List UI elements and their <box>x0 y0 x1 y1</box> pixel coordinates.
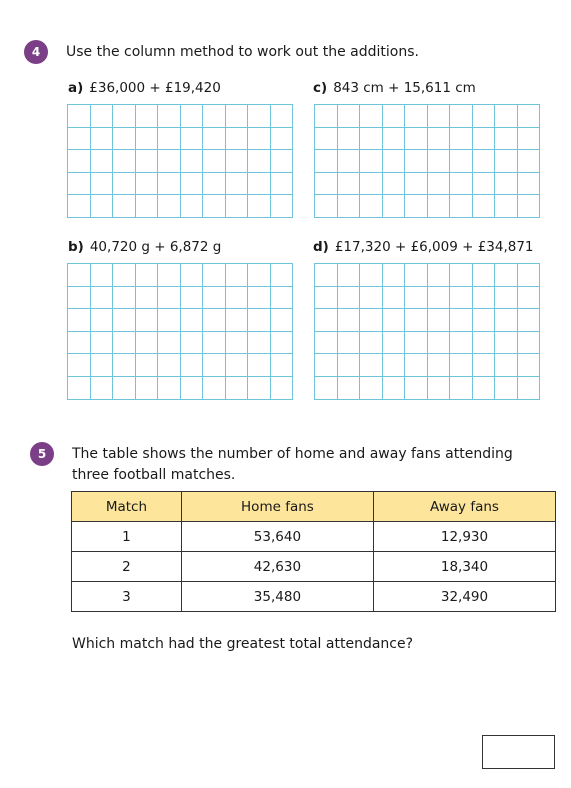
grid-cell[interactable] <box>181 150 204 173</box>
part-b-expression: 40,720 g + 6,872 g <box>89 239 222 255</box>
grid-cell[interactable] <box>450 287 473 310</box>
grid-cell[interactable] <box>68 264 91 287</box>
grid-cell[interactable] <box>315 287 338 310</box>
grid-cell[interactable] <box>383 377 406 400</box>
grid-cell[interactable] <box>518 105 541 128</box>
grid-cell[interactable] <box>136 150 159 173</box>
grid-cell[interactable] <box>271 377 294 400</box>
grid-cell[interactable] <box>248 287 271 310</box>
grid-cell[interactable] <box>315 105 338 128</box>
grid-cell[interactable] <box>428 173 451 196</box>
grid-cell[interactable] <box>68 332 91 355</box>
grid-cell[interactable] <box>203 354 226 377</box>
grid-cell[interactable] <box>91 377 114 400</box>
grid-cell[interactable] <box>181 377 204 400</box>
grid-cell[interactable] <box>158 173 181 196</box>
header-match: Match <box>72 492 182 522</box>
grid-cell[interactable] <box>495 332 518 355</box>
part-c-letter: c) <box>313 80 328 96</box>
grid-cell[interactable] <box>338 309 361 332</box>
grid-cell[interactable] <box>271 264 294 287</box>
grid-cell[interactable] <box>405 195 428 218</box>
grid-cell[interactable] <box>338 105 361 128</box>
grid-cell[interactable] <box>68 105 91 128</box>
part-c-label <box>313 80 476 96</box>
part-d-grid[interactable] <box>314 263 540 400</box>
grid-cell[interactable] <box>428 195 451 218</box>
grid-cell[interactable] <box>495 354 518 377</box>
grid-cell[interactable] <box>203 150 226 173</box>
grid-cell[interactable] <box>113 377 136 400</box>
grid-cell[interactable] <box>428 150 451 173</box>
header-home-fans: Home fans <box>181 492 373 522</box>
grid-cell[interactable] <box>226 377 249 400</box>
grid-cell[interactable] <box>113 264 136 287</box>
question-5-prompt: Which match had the greatest total attendance? <box>72 636 414 652</box>
grid-cell[interactable] <box>473 128 496 151</box>
grid-cell[interactable] <box>68 309 91 332</box>
grid-cell[interactable] <box>473 309 496 332</box>
grid-cell[interactable] <box>338 354 361 377</box>
grid-cell[interactable] <box>226 195 249 218</box>
grid-cell[interactable] <box>518 173 541 196</box>
grid-cell[interactable] <box>360 173 383 196</box>
grid-cell[interactable] <box>158 354 181 377</box>
grid-cell[interactable] <box>136 195 159 218</box>
grid-cell[interactable] <box>450 173 473 196</box>
grid-cell[interactable] <box>315 128 338 151</box>
grid-cell[interactable] <box>271 309 294 332</box>
grid-cell[interactable] <box>360 128 383 151</box>
grid-cell[interactable] <box>136 105 159 128</box>
part-d-label <box>313 239 534 255</box>
grid-cell[interactable] <box>113 332 136 355</box>
grid-cell[interactable] <box>338 173 361 196</box>
grid-cell[interactable] <box>248 173 271 196</box>
grid-cell[interactable] <box>338 332 361 355</box>
grid-cell[interactable] <box>428 105 451 128</box>
grid-cell[interactable] <box>68 195 91 218</box>
grid-cell[interactable] <box>450 332 473 355</box>
grid-cell[interactable] <box>158 309 181 332</box>
grid-cell[interactable] <box>383 332 406 355</box>
grid-cell[interactable] <box>405 264 428 287</box>
grid-cell[interactable] <box>68 377 91 400</box>
grid-cell[interactable] <box>113 195 136 218</box>
grid-cell[interactable] <box>473 150 496 173</box>
grid-cell[interactable] <box>248 332 271 355</box>
grid-cell[interactable] <box>450 128 473 151</box>
grid-cell[interactable] <box>226 128 249 151</box>
grid-cell[interactable] <box>338 377 361 400</box>
grid-cell[interactable] <box>473 195 496 218</box>
grid-cell[interactable] <box>226 354 249 377</box>
grid-cell[interactable] <box>450 377 473 400</box>
part-a-grid[interactable] <box>67 104 293 218</box>
grid-cell[interactable] <box>518 332 541 355</box>
grid-cell[interactable] <box>248 309 271 332</box>
grid-cell[interactable] <box>315 309 338 332</box>
part-a-expression: £36,000 + £19,420 <box>89 80 221 96</box>
grid-cell[interactable] <box>113 354 136 377</box>
grid-cell[interactable] <box>473 173 496 196</box>
grid-cell[interactable] <box>518 150 541 173</box>
grid-cell[interactable] <box>91 173 114 196</box>
grid-cell[interactable] <box>113 128 136 151</box>
grid-cell[interactable] <box>450 150 473 173</box>
grid-cell[interactable] <box>338 195 361 218</box>
grid-cell[interactable] <box>91 287 114 310</box>
fans-table <box>71 491 556 612</box>
grid-cell[interactable] <box>405 173 428 196</box>
grid-cell[interactable] <box>136 332 159 355</box>
grid-cell[interactable] <box>338 150 361 173</box>
grid-cell[interactable] <box>271 287 294 310</box>
grid-cell[interactable] <box>518 264 541 287</box>
grid-cell[interactable] <box>136 287 159 310</box>
grid-cell[interactable] <box>428 287 451 310</box>
grid-cell[interactable] <box>495 264 518 287</box>
grid-cell[interactable] <box>91 105 114 128</box>
table-cell-home: 42,630 <box>181 552 373 582</box>
grid-cell[interactable] <box>91 309 114 332</box>
grid-cell[interactable] <box>91 195 114 218</box>
table-cell-home: 53,640 <box>181 522 373 552</box>
part-d-expression: £17,320 + £6,009 + £34,871 <box>334 239 534 255</box>
grid-cell[interactable] <box>495 150 518 173</box>
question-5-text-line2: three football matches. <box>72 467 236 483</box>
grid-cell[interactable] <box>271 128 294 151</box>
grid-cell[interactable] <box>158 264 181 287</box>
grid-cell[interactable] <box>473 377 496 400</box>
grid-cell[interactable] <box>113 309 136 332</box>
grid-cell[interactable] <box>360 195 383 218</box>
grid-cell[interactable] <box>315 354 338 377</box>
grid-cell[interactable] <box>158 332 181 355</box>
grid-cell[interactable] <box>315 264 338 287</box>
grid-cell[interactable] <box>360 377 383 400</box>
grid-cell[interactable] <box>495 173 518 196</box>
grid-cell[interactable] <box>181 173 204 196</box>
question-5-text <box>72 444 513 486</box>
grid-cell[interactable] <box>360 354 383 377</box>
grid-cell[interactable] <box>473 287 496 310</box>
grid-cell[interactable] <box>203 105 226 128</box>
grid-cell[interactable] <box>68 173 91 196</box>
grid-cell[interactable] <box>91 332 114 355</box>
grid-cell[interactable] <box>203 309 226 332</box>
grid-cell[interactable] <box>226 332 249 355</box>
grid-cell[interactable] <box>158 377 181 400</box>
grid-cell[interactable] <box>68 128 91 151</box>
grid-cell[interactable] <box>315 377 338 400</box>
grid-cell[interactable] <box>360 150 383 173</box>
grid-cell[interactable] <box>473 264 496 287</box>
grid-cell[interactable] <box>383 105 406 128</box>
grid-cell[interactable] <box>248 264 271 287</box>
grid-cell[interactable] <box>495 195 518 218</box>
part-b-label <box>68 239 221 255</box>
grid-cell[interactable] <box>271 195 294 218</box>
grid-cell[interactable] <box>495 105 518 128</box>
table-cell-match: 2 <box>72 552 182 582</box>
grid-cell[interactable] <box>181 105 204 128</box>
grid-cell[interactable] <box>315 173 338 196</box>
grid-cell[interactable] <box>518 287 541 310</box>
grid-cell[interactable] <box>450 309 473 332</box>
part-c-grid[interactable] <box>314 104 540 218</box>
question-5-badge: 5 <box>30 442 54 466</box>
grid-cell[interactable] <box>91 264 114 287</box>
grid-cell[interactable] <box>405 150 428 173</box>
grid-cell[interactable] <box>113 150 136 173</box>
grid-cell[interactable] <box>136 264 159 287</box>
grid-cell[interactable] <box>203 332 226 355</box>
grid-cell[interactable] <box>113 173 136 196</box>
grid-cell[interactable] <box>338 287 361 310</box>
grid-cell[interactable] <box>203 195 226 218</box>
grid-cell[interactable] <box>181 309 204 332</box>
grid-cell[interactable] <box>405 309 428 332</box>
grid-cell[interactable] <box>136 128 159 151</box>
grid-cell[interactable] <box>113 287 136 310</box>
grid-cell[interactable] <box>158 105 181 128</box>
grid-cell[interactable] <box>360 264 383 287</box>
grid-cell[interactable] <box>428 309 451 332</box>
grid-cell[interactable] <box>405 105 428 128</box>
table-cell-away: 18,340 <box>373 552 555 582</box>
grid-cell[interactable] <box>428 264 451 287</box>
grid-cell[interactable] <box>405 377 428 400</box>
grid-cell[interactable] <box>518 128 541 151</box>
grid-cell[interactable] <box>226 150 249 173</box>
grid-cell[interactable] <box>450 264 473 287</box>
grid-cell[interactable] <box>226 309 249 332</box>
table-row <box>72 582 556 612</box>
grid-cell[interactable] <box>428 332 451 355</box>
grid-cell[interactable] <box>136 309 159 332</box>
grid-cell[interactable] <box>248 195 271 218</box>
table-cell-away: 12,930 <box>373 522 555 552</box>
grid-cell[interactable] <box>338 264 361 287</box>
grid-cell[interactable] <box>203 287 226 310</box>
grid-cell[interactable] <box>450 195 473 218</box>
grid-cell[interactable] <box>248 377 271 400</box>
grid-cell[interactable] <box>360 105 383 128</box>
grid-cell[interactable] <box>428 128 451 151</box>
question-5-text-line1: The table shows the number of home and away fans attending <box>72 446 513 462</box>
grid-cell[interactable] <box>360 332 383 355</box>
grid-cell[interactable] <box>91 150 114 173</box>
part-a-label <box>68 80 221 96</box>
grid-cell[interactable] <box>181 354 204 377</box>
grid-cell[interactable] <box>91 128 114 151</box>
grid-cell[interactable] <box>181 332 204 355</box>
grid-cell[interactable] <box>136 354 159 377</box>
grid-cell[interactable] <box>428 377 451 400</box>
grid-cell[interactable] <box>158 195 181 218</box>
grid-cell[interactable] <box>518 309 541 332</box>
grid-cell[interactable] <box>226 287 249 310</box>
grid-cell[interactable] <box>383 264 406 287</box>
grid-cell[interactable] <box>158 287 181 310</box>
grid-cell[interactable] <box>271 150 294 173</box>
grid-cell[interactable] <box>405 354 428 377</box>
grid-cell[interactable] <box>383 309 406 332</box>
grid-cell[interactable] <box>428 354 451 377</box>
grid-cell[interactable] <box>405 128 428 151</box>
grid-cell[interactable] <box>68 150 91 173</box>
grid-cell[interactable] <box>473 105 496 128</box>
part-d-letter: d) <box>313 239 329 255</box>
grid-cell[interactable] <box>450 354 473 377</box>
grid-cell[interactable] <box>248 150 271 173</box>
grid-cell[interactable] <box>203 128 226 151</box>
grid-cell[interactable] <box>383 150 406 173</box>
part-c-expression: 843 cm + 15,611 cm <box>333 80 476 96</box>
grid-cell[interactable] <box>271 332 294 355</box>
grid-cell[interactable] <box>271 354 294 377</box>
part-a-letter: a) <box>68 80 84 96</box>
grid-cell[interactable] <box>181 287 204 310</box>
grid-cell[interactable] <box>450 105 473 128</box>
grid-cell[interactable] <box>248 105 271 128</box>
grid-cell[interactable] <box>495 128 518 151</box>
table-cell-away: 32,490 <box>373 582 555 612</box>
grid-cell[interactable] <box>226 173 249 196</box>
grid-cell[interactable] <box>315 332 338 355</box>
grid-cell[interactable] <box>68 354 91 377</box>
table-row <box>72 522 556 552</box>
grid-cell[interactable] <box>203 264 226 287</box>
grid-cell[interactable] <box>473 354 496 377</box>
grid-cell[interactable] <box>113 105 136 128</box>
table-cell-match: 3 <box>72 582 182 612</box>
grid-cell[interactable] <box>136 173 159 196</box>
table-row <box>72 552 556 582</box>
grid-cell[interactable] <box>495 309 518 332</box>
grid-cell[interactable] <box>203 173 226 196</box>
part-b-letter: b) <box>68 239 84 255</box>
grid-cell[interactable] <box>315 150 338 173</box>
question-4-text: Use the column method to work out the additions. <box>66 44 419 60</box>
grid-cell[interactable] <box>360 309 383 332</box>
grid-cell[interactable] <box>383 173 406 196</box>
grid-cell[interactable] <box>495 287 518 310</box>
table-cell-match: 1 <box>72 522 182 552</box>
table-header-row <box>72 492 556 522</box>
grid-cell[interactable] <box>226 105 249 128</box>
grid-cell[interactable] <box>495 377 518 400</box>
grid-cell[interactable] <box>518 195 541 218</box>
grid-cell[interactable] <box>248 128 271 151</box>
grid-cell[interactable] <box>315 195 338 218</box>
grid-cell[interactable] <box>181 264 204 287</box>
grid-cell[interactable] <box>181 195 204 218</box>
answer-box[interactable] <box>482 735 555 769</box>
grid-cell[interactable] <box>383 195 406 218</box>
grid-cell[interactable] <box>68 287 91 310</box>
grid-cell[interactable] <box>158 128 181 151</box>
part-b-grid[interactable] <box>67 263 293 400</box>
question-4-badge: 4 <box>24 40 48 64</box>
grid-cell[interactable] <box>271 105 294 128</box>
grid-cell[interactable] <box>226 264 249 287</box>
grid-cell[interactable] <box>271 173 294 196</box>
grid-cell[interactable] <box>248 354 271 377</box>
grid-cell[interactable] <box>136 377 159 400</box>
grid-cell[interactable] <box>360 287 383 310</box>
grid-cell[interactable] <box>91 354 114 377</box>
grid-cell[interactable] <box>405 287 428 310</box>
grid-cell[interactable] <box>158 150 181 173</box>
header-away-fans: Away fans <box>373 492 555 522</box>
grid-cell[interactable] <box>518 354 541 377</box>
table-cell-home: 35,480 <box>181 582 373 612</box>
grid-cell[interactable] <box>203 377 226 400</box>
grid-cell[interactable] <box>518 377 541 400</box>
grid-cell[interactable] <box>383 354 406 377</box>
grid-cell[interactable] <box>338 128 361 151</box>
grid-cell[interactable] <box>383 128 406 151</box>
grid-cell[interactable] <box>473 332 496 355</box>
grid-cell[interactable] <box>181 128 204 151</box>
grid-cell[interactable] <box>383 287 406 310</box>
grid-cell[interactable] <box>405 332 428 355</box>
